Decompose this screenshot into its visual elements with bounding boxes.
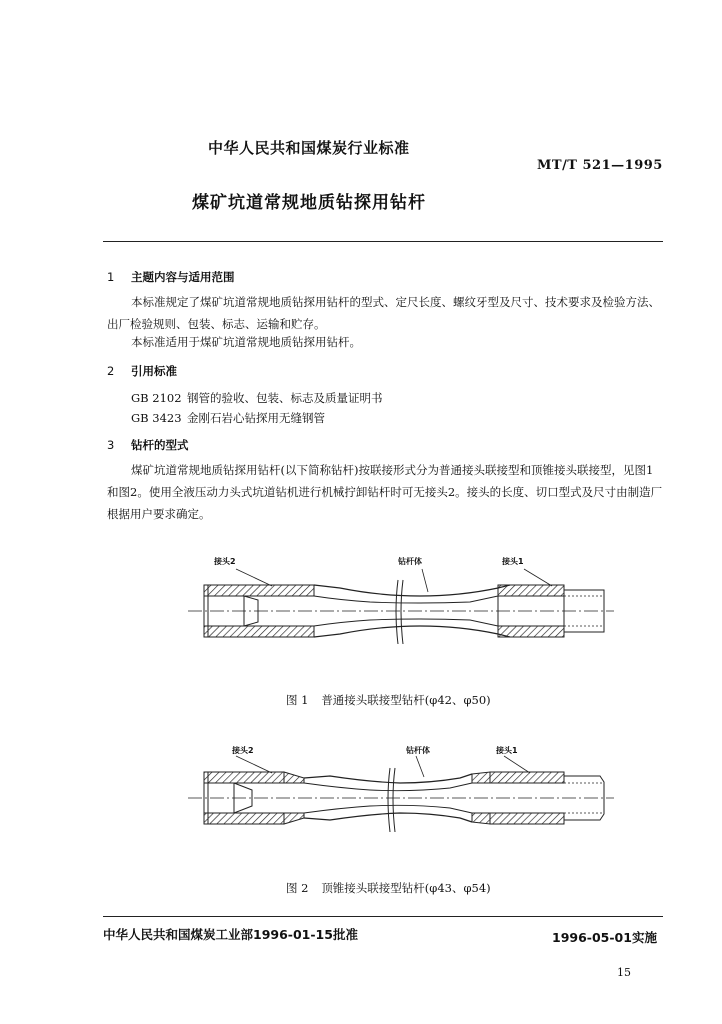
section-number: 1 <box>107 270 115 284</box>
section-title: 钻杆的型式 <box>131 438 189 452</box>
figure-1-drawing <box>180 552 620 662</box>
section-1-paragraph-1: 本标准规定了煤矿坑道常规地质钻探用钻杆的型式、定尺长度、螺纹牙型及尺寸、技术要求及检验方法、出厂检验规则、包装、标志、运输和贮存。 <box>107 295 660 331</box>
figure-2-caption <box>286 880 491 896</box>
figure-2-label-joint2: 接头2 <box>232 746 254 755</box>
figure-2-drawing <box>180 740 620 850</box>
reference-code: GB 2102 <box>131 391 182 405</box>
page-number: 15 <box>617 966 631 979</box>
section-number: 3 <box>107 438 115 452</box>
approval-info: 中华人民共和国煤炭工业部1996-01-15批准 <box>103 927 358 942</box>
footer-rule <box>103 916 663 917</box>
figure-number: 图 1 <box>286 693 309 707</box>
section-3-heading <box>107 437 189 453</box>
section-2-heading <box>107 363 177 379</box>
figure-1-caption <box>286 692 491 708</box>
standard-code: MT/T 521—1995 <box>537 158 663 173</box>
section-title: 引用标准 <box>131 364 177 378</box>
figure-1-label-joint1: 接头1 <box>502 557 524 566</box>
standard-org: 中华人民共和国煤炭行业标准 <box>208 139 410 157</box>
figure-caption-text: 普通接头联接型钻杆(φ42、φ50) <box>321 693 491 707</box>
figure-2-label-body: 钻杆体 <box>406 746 430 755</box>
figure-1-label-joint2: 接头2 <box>214 557 236 566</box>
figure-1-label-body: 钻杆体 <box>398 557 422 566</box>
section-number: 2 <box>107 364 115 378</box>
section-1-heading <box>107 269 235 285</box>
figure-number: 图 2 <box>286 881 309 895</box>
header-rule <box>103 241 663 242</box>
section-title: 主题内容与适用范围 <box>131 270 235 284</box>
section-3-paragraph-1: 煤矿坑道常规地质钻探用钻杆(以下简称钻杆)按联接形式分为普通接头联接型和顶锥接头联接型，见图1和图2。使用全液压动力头式坑道钻机进行机械拧卸钻杆时可无接头2。接头的长度、切口型式及尺寸由制造厂根据用户要求确定。 <box>107 463 663 521</box>
reference-code: GB 3423 <box>131 411 182 425</box>
reference-item <box>131 410 325 426</box>
figure-caption-text: 顶锥接头联接型钻杆(φ43、φ54) <box>321 881 491 895</box>
section-1-paragraph-2: 本标准适用于煤矿坑道常规地质钻探用钻杆。 <box>131 335 361 349</box>
reference-text: 金刚石岩心钻探用无缝钢管 <box>187 411 325 425</box>
reference-text: 钢管的验收、包装、标志及质量证明书 <box>187 391 383 405</box>
figure-2-label-joint1: 接头1 <box>496 746 518 755</box>
effective-date: 1996-05-01实施 <box>552 930 657 945</box>
document-title: 煤矿坑道常规地质钻探用钻杆 <box>192 193 426 213</box>
reference-item <box>131 390 383 406</box>
